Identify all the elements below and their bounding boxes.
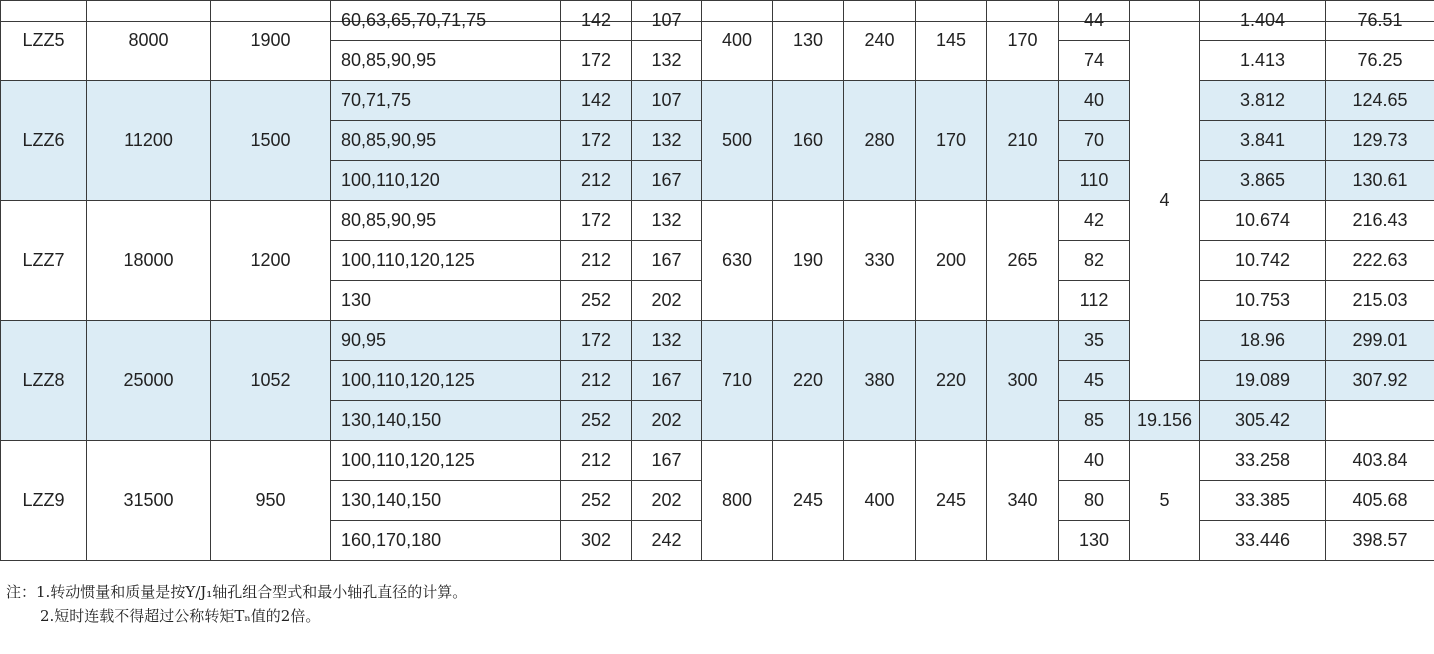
c-cell: 40: [1059, 441, 1130, 481]
shaft-dia-cell: 60,63,65,70,71,75: [331, 1, 561, 41]
dim-cell: 220: [773, 321, 844, 441]
mass-cell: 130.61: [1326, 161, 1434, 201]
mass-cell: 405.68: [1326, 481, 1434, 521]
mass-cell: 305.42: [1200, 401, 1326, 441]
dim-cell: 500: [702, 81, 773, 201]
note-line-2: 2.短时连载不得超过公称转矩Tₙ值的2倍。: [40, 607, 321, 625]
c-cell: 130: [1059, 521, 1130, 561]
c-cell: 82: [1059, 241, 1130, 281]
length-cell: 167: [632, 441, 702, 481]
shaft-dia-cell: 80,85,90,95: [331, 121, 561, 161]
length-cell: 167: [632, 241, 702, 281]
shaft-dia-cell: 80,85,90,95: [331, 41, 561, 81]
shaft-dia-cell: 100,110,120,125: [331, 241, 561, 281]
inertia-cell: 33.385: [1200, 481, 1326, 521]
inertia-cell: 10.753: [1200, 281, 1326, 321]
shaft-dia-cell: 90,95: [331, 321, 561, 361]
table-row: [1, 441, 1434, 481]
dim-cell: 300: [987, 321, 1059, 441]
c-cell: 42: [1059, 201, 1130, 241]
shaft-dia-cell: 160,170,180: [331, 521, 561, 561]
dim-cell: 800: [702, 441, 773, 561]
teeth-cell: 5: [1130, 441, 1200, 561]
length-cell: 167: [632, 361, 702, 401]
c-cell: 70: [1059, 121, 1130, 161]
dim-cell: 145: [916, 1, 987, 81]
torque-cell: 11200: [87, 81, 211, 201]
c-cell: 85: [1059, 401, 1130, 441]
length-cell: 142: [561, 81, 632, 121]
inertia-cell: 10.742: [1200, 241, 1326, 281]
model-cell: LZZ5: [1, 1, 87, 81]
shaft-dia-cell: 70,71,75: [331, 81, 561, 121]
dim-cell: 280: [844, 81, 916, 201]
speed-cell: 1500: [211, 81, 331, 201]
c-cell: 74: [1059, 41, 1130, 81]
shaft-dia-cell: 80,85,90,95: [331, 201, 561, 241]
length-cell: 167: [632, 161, 702, 201]
shaft-dia-cell: 100,110,120,125: [331, 361, 561, 401]
length-cell: 132: [632, 321, 702, 361]
torque-cell: 18000: [87, 201, 211, 321]
inertia-cell: 1.413: [1200, 41, 1326, 81]
dim-cell: 400: [844, 441, 916, 561]
dim-cell: 245: [773, 441, 844, 561]
inertia-cell: 3.865: [1200, 161, 1326, 201]
mass-cell: 76.25: [1326, 41, 1434, 81]
inertia-cell: 33.258: [1200, 441, 1326, 481]
length-cell: 132: [632, 201, 702, 241]
length-cell: 212: [561, 161, 632, 201]
inertia-cell: 33.446: [1200, 521, 1326, 561]
mass-cell: 398.57: [1326, 521, 1434, 561]
dim-cell: 220: [916, 321, 987, 441]
speed-cell: 950: [211, 441, 331, 561]
dim-cell: 130: [773, 1, 844, 81]
inertia-cell: 3.841: [1200, 121, 1326, 161]
table-row: [1, 321, 1434, 361]
length-cell: 132: [632, 41, 702, 81]
length-cell: 202: [632, 481, 702, 521]
table-notes: [6, 580, 467, 628]
length-cell: 107: [632, 1, 702, 41]
dim-cell: 210: [987, 81, 1059, 201]
mass-cell: 403.84: [1326, 441, 1434, 481]
mass-cell: 299.01: [1326, 321, 1434, 361]
torque-cell: 8000: [87, 1, 211, 81]
c-cell: 35: [1059, 321, 1130, 361]
length-cell: 302: [561, 521, 632, 561]
length-cell: 202: [632, 401, 702, 441]
dim-cell: 340: [987, 441, 1059, 561]
mass-cell: 124.65: [1326, 81, 1434, 121]
length-cell: 212: [561, 241, 632, 281]
note-line-1: 注：1.转动惯量和质量是按Y/J₁轴孔组合型式和最小轴孔直径的计算。: [6, 583, 468, 601]
inertia-cell: 10.674: [1200, 201, 1326, 241]
inertia-cell: 3.812: [1200, 81, 1326, 121]
dim-cell: 190: [773, 201, 844, 321]
length-cell: 252: [561, 481, 632, 521]
length-cell: 252: [561, 281, 632, 321]
dim-cell: 265: [987, 201, 1059, 321]
inertia-cell: 18.96: [1200, 321, 1326, 361]
shaft-dia-cell: 100,110,120: [331, 161, 561, 201]
speed-cell: 1200: [211, 201, 331, 321]
model-cell: LZZ7: [1, 201, 87, 321]
inertia-cell: 1.404: [1200, 1, 1326, 41]
mass-cell: 222.63: [1326, 241, 1434, 281]
shaft-dia-cell: 130,140,150: [331, 401, 561, 441]
length-cell: 107: [632, 81, 702, 121]
c-cell: 112: [1059, 281, 1130, 321]
shaft-dia-cell: 100,110,120,125: [331, 441, 561, 481]
length-cell: 172: [561, 201, 632, 241]
c-cell: 40: [1059, 81, 1130, 121]
model-cell: LZZ9: [1, 441, 87, 561]
c-cell: 45: [1059, 361, 1130, 401]
model-cell: LZZ6: [1, 81, 87, 201]
speed-cell: 1052: [211, 321, 331, 441]
mass-cell: 129.73: [1326, 121, 1434, 161]
dim-cell: 160: [773, 81, 844, 201]
mass-cell: 307.92: [1326, 361, 1434, 401]
length-cell: 172: [561, 121, 632, 161]
length-cell: 142: [561, 1, 632, 41]
shaft-dia-cell: 130: [331, 281, 561, 321]
length-cell: 252: [561, 401, 632, 441]
length-cell: 242: [632, 521, 702, 561]
dim-cell: 170: [987, 1, 1059, 81]
dim-cell: 630: [702, 201, 773, 321]
length-cell: 212: [561, 441, 632, 481]
table-row: [1, 81, 1434, 121]
dim-cell: 710: [702, 321, 773, 441]
dim-cell: 400: [702, 1, 773, 81]
length-cell: 212: [561, 361, 632, 401]
inertia-cell: 19.089: [1200, 361, 1326, 401]
length-cell: 132: [632, 121, 702, 161]
mass-cell: 215.03: [1326, 281, 1434, 321]
dim-cell: 170: [916, 81, 987, 201]
dim-cell: 245: [916, 441, 987, 561]
mass-cell: 216.43: [1326, 201, 1434, 241]
length-cell: 172: [561, 321, 632, 361]
table-row: [1, 1, 1434, 41]
model-cell: LZZ8: [1, 321, 87, 441]
c-cell: 110: [1059, 161, 1130, 201]
length-cell: 172: [561, 41, 632, 81]
dim-cell: 240: [844, 1, 916, 81]
teeth-cell: 4: [1130, 1, 1200, 401]
speed-cell: 1900: [211, 1, 331, 81]
table-row: [1, 201, 1434, 241]
dim-cell: 380: [844, 321, 916, 441]
shaft-dia-cell: 130,140,150: [331, 481, 561, 521]
torque-cell: 31500: [87, 441, 211, 561]
torque-cell: 25000: [87, 321, 211, 441]
c-cell: 44: [1059, 1, 1130, 41]
inertia-cell: 19.156: [1130, 401, 1200, 441]
dim-cell: 330: [844, 201, 916, 321]
dim-cell: 200: [916, 201, 987, 321]
mass-cell: 76.51: [1326, 1, 1434, 41]
length-cell: 202: [632, 281, 702, 321]
c-cell: 80: [1059, 481, 1130, 521]
